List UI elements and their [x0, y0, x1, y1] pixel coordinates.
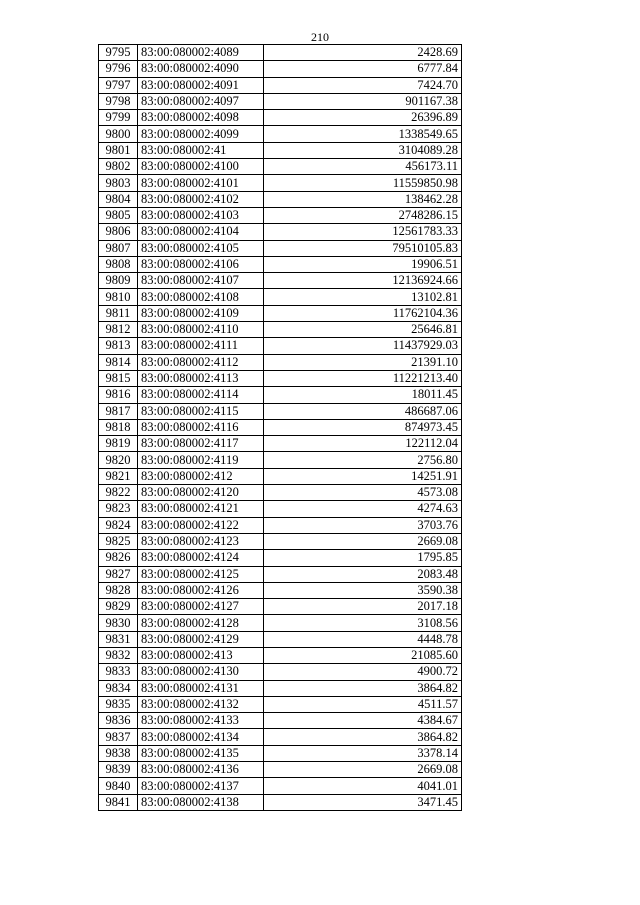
- row-number-cell: 9804: [99, 191, 138, 207]
- table-row: [99, 45, 462, 61]
- value-cell: 79510105.83: [264, 240, 462, 256]
- table-row: [99, 664, 462, 680]
- cadastral-number-cell: 83:00:080002:4089: [138, 45, 264, 61]
- table-row: [99, 256, 462, 272]
- table-row: [99, 191, 462, 207]
- row-number-cell: 9812: [99, 322, 138, 338]
- table-row: [99, 126, 462, 142]
- cadastral-number-cell: 83:00:080002:4099: [138, 126, 264, 142]
- table-row: [99, 289, 462, 305]
- table-row: [99, 582, 462, 598]
- cadastral-number-cell: 83:00:080002:4124: [138, 550, 264, 566]
- table-row: [99, 273, 462, 289]
- row-number-cell: 9795: [99, 45, 138, 61]
- row-number-cell: 9809: [99, 273, 138, 289]
- cadastral-number-cell: 83:00:080002:4117: [138, 436, 264, 452]
- row-number-cell: 9832: [99, 647, 138, 663]
- table-row: [99, 110, 462, 126]
- row-number-cell: 9810: [99, 289, 138, 305]
- value-cell: 456173.11: [264, 159, 462, 175]
- value-cell: 4511.57: [264, 696, 462, 712]
- row-number-cell: 9807: [99, 240, 138, 256]
- cadastral-number-cell: 83:00:080002:4103: [138, 207, 264, 223]
- cadastral-number-cell: 83:00:080002:4102: [138, 191, 264, 207]
- cadastral-number-cell: 83:00:080002:41: [138, 142, 264, 158]
- cadastral-number-cell: 83:00:080002:4119: [138, 452, 264, 468]
- value-cell: 19906.51: [264, 256, 462, 272]
- value-cell: 4573.08: [264, 485, 462, 501]
- row-number-cell: 9815: [99, 370, 138, 386]
- cadastral-number-cell: 83:00:080002:4120: [138, 485, 264, 501]
- row-number-cell: 9805: [99, 207, 138, 223]
- row-number-cell: 9799: [99, 110, 138, 126]
- cadastral-number-cell: 83:00:080002:4104: [138, 224, 264, 240]
- table-row: [99, 696, 462, 712]
- value-cell: 901167.38: [264, 93, 462, 109]
- table-row: [99, 61, 462, 77]
- cadastral-number-cell: 83:00:080002:4116: [138, 419, 264, 435]
- cadastral-number-cell: 83:00:080002:4100: [138, 159, 264, 175]
- row-number-cell: 9829: [99, 599, 138, 615]
- table-row: [99, 175, 462, 191]
- table-row: [99, 631, 462, 647]
- row-number-cell: 9841: [99, 794, 138, 810]
- row-number-cell: 9816: [99, 387, 138, 403]
- value-cell: 6777.84: [264, 61, 462, 77]
- cadastral-number-cell: 83:00:080002:4107: [138, 273, 264, 289]
- cadastral-number-cell: 83:00:080002:4112: [138, 354, 264, 370]
- cadastral-number-cell: 83:00:080002:4138: [138, 794, 264, 810]
- value-cell: 2017.18: [264, 599, 462, 615]
- row-number-cell: 9813: [99, 338, 138, 354]
- data-table: [98, 44, 462, 811]
- table-row: [99, 452, 462, 468]
- row-number-cell: 9803: [99, 175, 138, 191]
- table-row: [99, 680, 462, 696]
- row-number-cell: 9814: [99, 354, 138, 370]
- table-row: [99, 468, 462, 484]
- table-row: [99, 77, 462, 93]
- row-number-cell: 9800: [99, 126, 138, 142]
- row-number-cell: 9828: [99, 582, 138, 598]
- value-cell: 25646.81: [264, 322, 462, 338]
- table-row: [99, 778, 462, 794]
- value-cell: 3104089.28: [264, 142, 462, 158]
- cadastral-number-cell: 83:00:080002:4097: [138, 93, 264, 109]
- table-row: [99, 338, 462, 354]
- cadastral-number-cell: 83:00:080002:4115: [138, 403, 264, 419]
- row-number-cell: 9826: [99, 550, 138, 566]
- row-number-cell: 9822: [99, 485, 138, 501]
- value-cell: 4274.63: [264, 501, 462, 517]
- page-number: 210: [311, 30, 329, 44]
- value-cell: 874973.45: [264, 419, 462, 435]
- table-row: [99, 615, 462, 631]
- row-number-cell: 9818: [99, 419, 138, 435]
- cadastral-number-cell: 83:00:080002:4130: [138, 664, 264, 680]
- table-row: [99, 762, 462, 778]
- value-cell: 2756.80: [264, 452, 462, 468]
- table-body: [99, 45, 462, 811]
- value-cell: 13102.81: [264, 289, 462, 305]
- row-number-cell: 9798: [99, 93, 138, 109]
- row-number-cell: 9835: [99, 696, 138, 712]
- cadastral-number-cell: 83:00:080002:4128: [138, 615, 264, 631]
- row-number-cell: 9838: [99, 745, 138, 761]
- row-number-cell: 9837: [99, 729, 138, 745]
- row-number-cell: 9823: [99, 501, 138, 517]
- cadastral-number-cell: 83:00:080002:4131: [138, 680, 264, 696]
- cadastral-number-cell: 83:00:080002:4127: [138, 599, 264, 615]
- table-row: [99, 93, 462, 109]
- table-row: [99, 305, 462, 321]
- table-row: [99, 485, 462, 501]
- row-number-cell: 9833: [99, 664, 138, 680]
- value-cell: 4900.72: [264, 664, 462, 680]
- cadastral-number-cell: 83:00:080002:4109: [138, 305, 264, 321]
- cadastral-number-cell: 83:00:080002:4108: [138, 289, 264, 305]
- row-number-cell: 9821: [99, 468, 138, 484]
- table-row: [99, 729, 462, 745]
- cadastral-number-cell: 83:00:080002:4123: [138, 533, 264, 549]
- value-cell: 2669.08: [264, 762, 462, 778]
- value-cell: 4448.78: [264, 631, 462, 647]
- table-row: [99, 713, 462, 729]
- cadastral-number-cell: 83:00:080002:4113: [138, 370, 264, 386]
- row-number-cell: 9827: [99, 566, 138, 582]
- row-number-cell: 9840: [99, 778, 138, 794]
- table-row: [99, 240, 462, 256]
- row-number-cell: 9831: [99, 631, 138, 647]
- cadastral-number-cell: 83:00:080002:4101: [138, 175, 264, 191]
- table-row: [99, 517, 462, 533]
- table-row: [99, 501, 462, 517]
- row-number-cell: 9817: [99, 403, 138, 419]
- table-row: [99, 794, 462, 810]
- cadastral-number-cell: 83:00:080002:4135: [138, 745, 264, 761]
- value-cell: 1795.85: [264, 550, 462, 566]
- table-row: [99, 370, 462, 386]
- cadastral-number-cell: 83:00:080002:4136: [138, 762, 264, 778]
- value-cell: 7424.70: [264, 77, 462, 93]
- value-cell: 12136924.66: [264, 273, 462, 289]
- value-cell: 3864.82: [264, 729, 462, 745]
- value-cell: 3471.45: [264, 794, 462, 810]
- cadastral-number-cell: 83:00:080002:4125: [138, 566, 264, 582]
- value-cell: 2083.48: [264, 566, 462, 582]
- cadastral-number-cell: 83:00:080002:4134: [138, 729, 264, 745]
- cadastral-number-cell: 83:00:080002:4110: [138, 322, 264, 338]
- table-row: [99, 533, 462, 549]
- table-row: [99, 224, 462, 240]
- row-number-cell: 9819: [99, 436, 138, 452]
- row-number-cell: 9797: [99, 77, 138, 93]
- value-cell: 3703.76: [264, 517, 462, 533]
- row-number-cell: 9806: [99, 224, 138, 240]
- table-row: [99, 322, 462, 338]
- value-cell: 3108.56: [264, 615, 462, 631]
- cadastral-number-cell: 83:00:080002:4105: [138, 240, 264, 256]
- table-row: [99, 566, 462, 582]
- table-row: [99, 403, 462, 419]
- cadastral-number-cell: 83:00:080002:4133: [138, 713, 264, 729]
- value-cell: 11559850.98: [264, 175, 462, 191]
- cadastral-number-cell: 83:00:080002:4137: [138, 778, 264, 794]
- cadastral-number-cell: 83:00:080002:4111: [138, 338, 264, 354]
- cadastral-number-cell: 83:00:080002:4121: [138, 501, 264, 517]
- cadastral-number-cell: 83:00:080002:4126: [138, 582, 264, 598]
- value-cell: 2748286.15: [264, 207, 462, 223]
- cadastral-number-cell: 83:00:080002:4114: [138, 387, 264, 403]
- value-cell: 11221213.40: [264, 370, 462, 386]
- value-cell: 11762104.36: [264, 305, 462, 321]
- value-cell: 14251.91: [264, 468, 462, 484]
- value-cell: 2669.08: [264, 533, 462, 549]
- value-cell: 12561783.33: [264, 224, 462, 240]
- table-row: [99, 207, 462, 223]
- row-number-cell: 9824: [99, 517, 138, 533]
- value-cell: 26396.89: [264, 110, 462, 126]
- value-cell: 4384.67: [264, 713, 462, 729]
- row-number-cell: 9802: [99, 159, 138, 175]
- value-cell: 21085.60: [264, 647, 462, 663]
- row-number-cell: 9825: [99, 533, 138, 549]
- cadastral-number-cell: 83:00:080002:4090: [138, 61, 264, 77]
- row-number-cell: 9811: [99, 305, 138, 321]
- value-cell: 2428.69: [264, 45, 462, 61]
- row-number-cell: 9801: [99, 142, 138, 158]
- cadastral-number-cell: 83:00:080002:4129: [138, 631, 264, 647]
- row-number-cell: 9830: [99, 615, 138, 631]
- cadastral-number-cell: 83:00:080002:4106: [138, 256, 264, 272]
- table-row: [99, 159, 462, 175]
- value-cell: 122112.04: [264, 436, 462, 452]
- value-cell: 3864.82: [264, 680, 462, 696]
- row-number-cell: 9834: [99, 680, 138, 696]
- value-cell: 3378.14: [264, 745, 462, 761]
- row-number-cell: 9808: [99, 256, 138, 272]
- value-cell: 18011.45: [264, 387, 462, 403]
- value-cell: 3590.38: [264, 582, 462, 598]
- value-cell: 1338549.65: [264, 126, 462, 142]
- row-number-cell: 9839: [99, 762, 138, 778]
- table-row: [99, 599, 462, 615]
- table-row: [99, 142, 462, 158]
- value-cell: 486687.06: [264, 403, 462, 419]
- table-row: [99, 745, 462, 761]
- cadastral-number-cell: 83:00:080002:412: [138, 468, 264, 484]
- table-row: [99, 387, 462, 403]
- row-number-cell: 9796: [99, 61, 138, 77]
- table-row: [99, 354, 462, 370]
- table-row: [99, 550, 462, 566]
- row-number-cell: 9836: [99, 713, 138, 729]
- cadastral-number-cell: 83:00:080002:4091: [138, 77, 264, 93]
- cadastral-number-cell: 83:00:080002:413: [138, 647, 264, 663]
- value-cell: 4041.01: [264, 778, 462, 794]
- value-cell: 138462.28: [264, 191, 462, 207]
- cadastral-number-cell: 83:00:080002:4122: [138, 517, 264, 533]
- row-number-cell: 9820: [99, 452, 138, 468]
- table-row: [99, 436, 462, 452]
- value-cell: 11437929.03: [264, 338, 462, 354]
- value-cell: 21391.10: [264, 354, 462, 370]
- table-row: [99, 647, 462, 663]
- table-row: [99, 419, 462, 435]
- cadastral-number-cell: 83:00:080002:4098: [138, 110, 264, 126]
- cadastral-number-cell: 83:00:080002:4132: [138, 696, 264, 712]
